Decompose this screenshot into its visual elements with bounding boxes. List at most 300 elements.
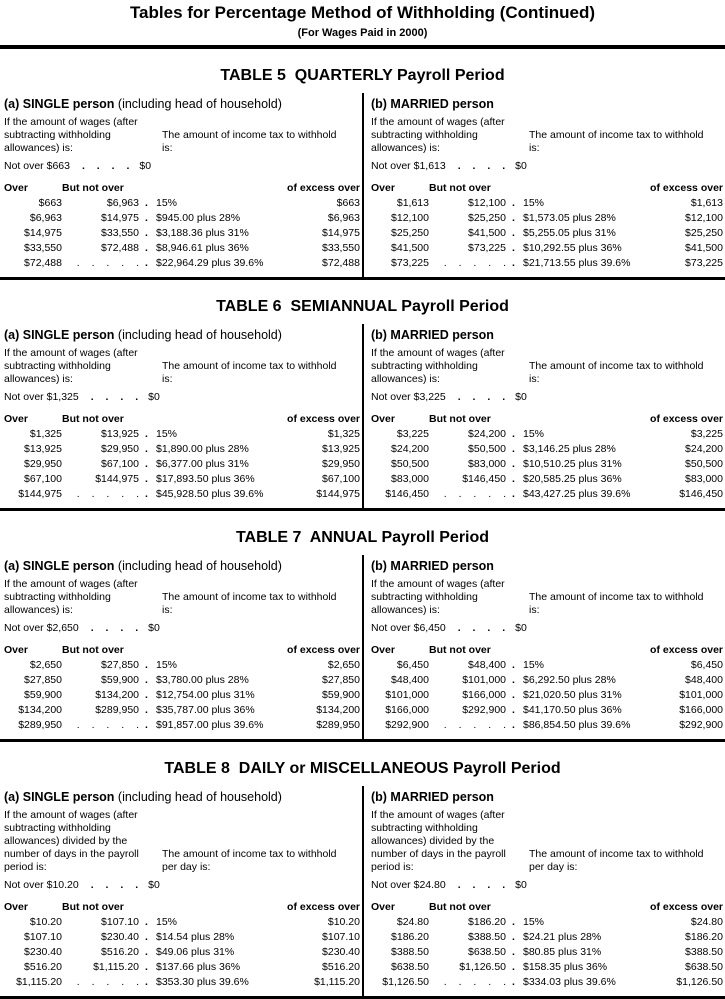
over-value: $6,963 [29, 212, 62, 224]
over-value: $59,900 [24, 689, 62, 701]
excess-over-value: $107.10 [322, 931, 360, 943]
tax-formula: $80.85 plus 31% [523, 946, 602, 958]
not-over-line [371, 622, 723, 634]
wages-condition-label: If the amount of wages (after subtracting withholding allowances) is: [371, 116, 505, 154]
panel-heading [4, 97, 360, 111]
not-over-value: $0 [148, 879, 160, 891]
over-value: $292,900 [385, 719, 429, 731]
over-value: $144,975 [18, 488, 62, 500]
but-not-over-value: $1,126.50 [459, 961, 506, 973]
excess-over-value: $638.50 [685, 961, 723, 973]
bracket-row [371, 975, 723, 990]
payroll-table [0, 67, 725, 280]
but-not-over-value: . . . . . [443, 488, 506, 500]
not-over-label: Not over $10.20 [4, 879, 79, 891]
excess-over-value: $83,000 [685, 473, 723, 485]
married-panel [362, 555, 725, 739]
excess-over-value: $27,850 [322, 674, 360, 686]
but-not-over-value: $29,950 [101, 443, 139, 455]
over-value: $663 [38, 197, 62, 209]
panel-heading [4, 559, 360, 573]
bracket-row [4, 196, 360, 211]
tax-formula: $6,292.50 plus 28% [523, 674, 616, 686]
condition-labels [4, 809, 360, 874]
dot-separator: . [145, 473, 148, 485]
excess-over-value: $663 [336, 197, 360, 209]
table-title: TABLE 8 DAILY or MISCELLANEOUS Payroll Period [164, 760, 561, 777]
dot-leader: . . . . [90, 391, 139, 403]
over-value: $25,250 [391, 227, 429, 239]
payroll-table [0, 298, 725, 511]
but-not-over-value: $12,100 [468, 197, 506, 209]
tax-formula: $3,780.00 plus 28% [156, 674, 249, 686]
but-not-over-value: $59,900 [101, 674, 139, 686]
dot-separator: . [145, 931, 148, 943]
filing-status-label: (b) MARRIED person [371, 790, 494, 804]
col-header-but-not-over: But not over [429, 901, 491, 913]
excess-over-value: $144,975 [316, 488, 360, 500]
excess-over-value: $134,200 [316, 704, 360, 716]
dot-separator: . [512, 719, 515, 731]
tax-formula: $945.00 plus 28% [156, 212, 241, 224]
excess-over-value: $41,500 [685, 242, 723, 254]
but-not-over-value: $25,250 [468, 212, 506, 224]
excess-over-value: $101,000 [679, 689, 723, 701]
but-not-over-value: $24,200 [468, 428, 506, 440]
but-not-over-value: $144,975 [95, 473, 139, 485]
over-value: $230.40 [24, 946, 62, 958]
col-header-of-excess-over: of excess over [650, 413, 723, 425]
tax-formula: $137.66 plus 36% [156, 961, 241, 973]
bracket-header-row [4, 411, 360, 427]
tax-formula: $17,893.50 plus 36% [156, 473, 255, 485]
table-title: TABLE 5 QUARTERLY Payroll Period [220, 67, 505, 84]
bracket-row [4, 658, 360, 673]
over-value: $10.20 [29, 916, 62, 928]
over-value: $13,925 [24, 443, 62, 455]
filing-status-label: (a) SINGLE person [4, 328, 115, 342]
table-panels [0, 324, 725, 511]
over-value: $3,225 [396, 428, 429, 440]
tax-formula: $41,170.50 plus 36% [523, 704, 622, 716]
tax-formula: $8,946.61 plus 36% [156, 242, 249, 254]
not-over-label: Not over $24.80 [371, 879, 446, 891]
over-value: $1,613 [396, 197, 429, 209]
tax-result-label: The amount of income tax to withhold is: [529, 591, 704, 616]
bracket-row [371, 487, 723, 502]
bracket-header-row [4, 642, 360, 658]
over-value: $107.10 [24, 931, 62, 943]
excess-over-value: $67,100 [322, 473, 360, 485]
but-not-over-value: . . . . . [76, 488, 139, 500]
excess-over-value: $146,450 [679, 488, 723, 500]
dot-separator: . [512, 227, 515, 239]
excess-over-value: $25,250 [685, 227, 723, 239]
over-value: $638.50 [391, 961, 429, 973]
bracket-row [371, 241, 723, 256]
title-divider [0, 45, 725, 49]
page-title: Tables for Percentage Method of Withholding (Continued) [129, 3, 596, 22]
col-header-but-not-over: But not over [429, 413, 491, 425]
wages-condition-label: If the amount of wages (after subtracting withholding allowances) is: [4, 578, 138, 616]
dot-separator: . [145, 428, 148, 440]
col-header-but-not-over: But not over [429, 644, 491, 656]
excess-over-value: $13,925 [322, 443, 360, 455]
tax-formula: $1,890.00 plus 28% [156, 443, 249, 455]
table-panels [0, 555, 725, 742]
excess-over-value: $72,488 [322, 257, 360, 269]
excess-over-value: $2,650 [327, 659, 360, 671]
but-not-over-value: $186.20 [468, 916, 506, 928]
but-not-over-value: $48,400 [468, 659, 506, 671]
condition-labels [4, 578, 360, 617]
panel-heading [4, 790, 360, 804]
but-not-over-value: $107.10 [101, 916, 139, 928]
but-not-over-value: $134,200 [95, 689, 139, 701]
col-header-of-excess-over: of excess over [650, 644, 723, 656]
dot-separator: . [512, 197, 515, 209]
excess-over-value: $1,115.20 [314, 976, 360, 988]
tax-formula: $14.54 plus 28% [156, 931, 235, 943]
dot-leader: . . . . [90, 879, 139, 891]
but-not-over-value: $6,963 [106, 197, 139, 209]
tax-result-label: The amount of income tax to withhold is: [162, 129, 337, 154]
bracket-row [371, 472, 723, 487]
not-over-line [4, 391, 360, 403]
bracket-row [4, 673, 360, 688]
bracket-row [371, 442, 723, 457]
bracket-row [371, 211, 723, 226]
dot-separator: . [145, 946, 148, 958]
tax-formula: $3,146.25 plus 28% [523, 443, 616, 455]
col-header-but-not-over: But not over [62, 182, 124, 194]
dot-separator: . [145, 719, 148, 731]
over-value: $50,500 [391, 458, 429, 470]
tax-formula: $353.30 plus 39.6% [156, 976, 249, 988]
but-not-over-value: $146,450 [462, 473, 506, 485]
dot-separator: . [145, 704, 148, 716]
dot-separator: . [512, 473, 515, 485]
bracket-row [4, 703, 360, 718]
col-header-of-excess-over: of excess over [287, 644, 360, 656]
over-value: $33,550 [24, 242, 62, 254]
not-over-value: $0 [515, 622, 527, 634]
dot-separator: . [145, 976, 148, 988]
tax-formula: $91,857.00 plus 39.6% [156, 719, 264, 731]
bracket-row [4, 915, 360, 930]
filing-status-label: (a) SINGLE person [4, 559, 115, 573]
withholding-tables [0, 67, 725, 999]
but-not-over-value: . . . . . [443, 976, 506, 988]
tax-formula: $20,585.25 plus 36% [523, 473, 622, 485]
but-not-over-value: $33,550 [101, 227, 139, 239]
excess-over-value: $59,900 [322, 689, 360, 701]
bracket-row [371, 256, 723, 271]
condition-labels [371, 116, 723, 155]
single-panel [0, 93, 362, 277]
tax-formula: 15% [156, 916, 178, 928]
condition-labels [4, 116, 360, 155]
bracket-row [371, 427, 723, 442]
condition-labels [371, 578, 723, 617]
filing-status-note: (including head of household) [114, 328, 282, 342]
tax-formula: $21,713.55 plus 39.6% [523, 257, 631, 269]
but-not-over-value: $516.20 [101, 946, 139, 958]
but-not-over-value: . . . . . [76, 976, 139, 988]
tax-formula: 15% [156, 428, 178, 440]
tax-result-label: The amount of income tax to withhold is: [529, 129, 704, 154]
dot-separator: . [145, 458, 148, 470]
dot-separator: . [512, 916, 515, 928]
excess-over-value: $6,963 [327, 212, 360, 224]
bracket-row [371, 930, 723, 945]
filing-status-label: (a) SINGLE person [4, 790, 115, 804]
excess-over-value: $24,200 [685, 443, 723, 455]
tax-result-label: The amount of income tax to withhold per day is: [162, 848, 337, 873]
over-value: $27,850 [24, 674, 62, 686]
tax-formula: $5,255.05 plus 31% [523, 227, 616, 239]
married-panel [362, 324, 725, 508]
but-not-over-value: $230.40 [101, 931, 139, 943]
not-over-label: Not over $2,650 [4, 622, 79, 634]
col-header-of-excess-over: of excess over [287, 901, 360, 913]
bracket-row [4, 975, 360, 990]
over-value: $83,000 [391, 473, 429, 485]
but-not-over-value: $14,975 [101, 212, 139, 224]
bracket-row [4, 457, 360, 472]
col-header-over: Over [371, 413, 395, 425]
dot-separator: . [145, 443, 148, 455]
panel-heading [371, 790, 723, 804]
col-header-of-excess-over: of excess over [650, 182, 723, 194]
excess-over-value: $33,550 [322, 242, 360, 254]
dot-separator: . [145, 961, 148, 973]
not-over-value: $0 [139, 160, 152, 172]
tax-result-label: The amount of income tax to withhold per day is: [529, 848, 704, 873]
bracket-row [4, 241, 360, 256]
bracket-row [4, 718, 360, 733]
over-value: $24.80 [396, 916, 429, 928]
wages-condition-label: If the amount of wages (after subtracting withholding allowances) divided by the number of days in the payroll period is: [4, 809, 139, 873]
dot-leader: . . . . [90, 622, 139, 634]
tax-formula: $10,292.55 plus 36% [523, 242, 622, 254]
tax-formula: $21,020.50 plus 31% [523, 689, 622, 701]
but-not-over-value: $388.50 [468, 931, 506, 943]
bracket-row [371, 960, 723, 975]
bracket-header-row [371, 899, 723, 915]
tax-formula: $86,854.50 plus 39.6% [523, 719, 631, 731]
dot-separator: . [512, 659, 515, 671]
excess-over-value: $292,900 [679, 719, 723, 731]
col-header-of-excess-over: of excess over [287, 413, 360, 425]
bracket-row [4, 442, 360, 457]
panel-heading [371, 97, 723, 111]
not-over-line [4, 160, 360, 172]
col-header-of-excess-over: of excess over [287, 182, 360, 194]
but-not-over-value: $166,000 [462, 689, 506, 701]
dot-separator: . [512, 931, 515, 943]
not-over-label: Not over $1,613 [371, 160, 446, 172]
excess-over-value: $166,000 [679, 704, 723, 716]
tax-formula: $22,964.29 plus 39.6% [156, 257, 264, 269]
not-over-label: Not over $6,450 [371, 622, 446, 634]
bracket-row [4, 256, 360, 271]
over-value: $24,200 [391, 443, 429, 455]
over-value: $14,975 [24, 227, 62, 239]
dot-separator: . [512, 946, 515, 958]
not-over-line [371, 391, 723, 403]
excess-over-value: $388.50 [685, 946, 723, 958]
dot-separator: . [145, 916, 148, 928]
but-not-over-value: $292,900 [462, 704, 506, 716]
panel-heading [4, 328, 360, 342]
tax-formula: $3,188.36 plus 31% [156, 227, 249, 239]
dot-leader: . . . . [457, 160, 506, 172]
col-header-over: Over [371, 901, 395, 913]
but-not-over-value: $72,488 [101, 242, 139, 254]
wages-condition-label: If the amount of wages (after subtracting withholding allowances) is: [4, 347, 138, 385]
excess-over-value: $48,400 [685, 674, 723, 686]
but-not-over-value: $50,500 [468, 443, 506, 455]
condition-labels [371, 809, 723, 874]
excess-over-value: $12,100 [685, 212, 723, 224]
col-header-over: Over [4, 182, 28, 194]
dot-separator: . [512, 242, 515, 254]
payroll-table [0, 529, 725, 742]
bracket-row [4, 472, 360, 487]
bracket-row [4, 211, 360, 226]
not-over-label: Not over $3,225 [371, 391, 446, 403]
single-panel [0, 786, 362, 996]
table-panels [0, 786, 725, 999]
dot-leader: . . . . [457, 391, 506, 403]
excess-over-value: $14,975 [322, 227, 360, 239]
dot-separator: . [512, 488, 515, 500]
filing-status-label: (b) MARRIED person [371, 97, 494, 111]
over-value: $2,650 [29, 659, 62, 671]
but-not-over-value: . . . . . [443, 257, 506, 269]
bracket-row [4, 945, 360, 960]
filing-status-label: (b) MARRIED person [371, 328, 494, 342]
not-over-value: $0 [515, 391, 527, 403]
bracket-row [371, 718, 723, 733]
but-not-over-value: . . . . . [76, 257, 139, 269]
excess-over-value: $50,500 [685, 458, 723, 470]
panel-heading [371, 328, 723, 342]
col-header-over: Over [371, 182, 395, 194]
bracket-row [371, 226, 723, 241]
bracket-header-row [371, 411, 723, 427]
col-header-but-not-over: But not over [62, 644, 124, 656]
but-not-over-value: $638.50 [468, 946, 506, 958]
dot-leader: . . . . [457, 622, 506, 634]
dot-separator: . [512, 458, 515, 470]
over-value: $48,400 [391, 674, 429, 686]
but-not-over-value: $73,225 [468, 242, 506, 254]
tax-formula: $49.06 plus 31% [156, 946, 235, 958]
not-over-line [4, 879, 360, 891]
wages-condition-label: If the amount of wages (after subtracting withholding allowances) is: [371, 347, 505, 385]
filing-status-label: (a) SINGLE person [4, 97, 115, 111]
dot-separator: . [512, 212, 515, 224]
dot-separator: . [145, 674, 148, 686]
but-not-over-value: $67,100 [101, 458, 139, 470]
table-title: TABLE 7 ANNUAL Payroll Period [235, 529, 490, 546]
not-over-line [371, 879, 723, 891]
page-header [0, 3, 725, 49]
married-panel [362, 786, 725, 996]
bracket-row [4, 930, 360, 945]
payroll-table [0, 760, 725, 999]
dot-leader: . . . . [81, 160, 130, 172]
dot-separator: . [145, 242, 148, 254]
dot-separator: . [145, 197, 148, 209]
wages-condition-label: If the amount of wages (after subtracting withholding allowances) divided by the number of days in the payroll period is: [371, 809, 506, 873]
tax-formula: 15% [523, 916, 545, 928]
excess-over-value: $1,613 [690, 197, 723, 209]
col-header-over: Over [371, 644, 395, 656]
excess-over-value: $186.20 [685, 931, 723, 943]
tax-formula: 15% [156, 659, 178, 671]
dot-separator: . [145, 488, 148, 500]
excess-over-value: $6,450 [690, 659, 723, 671]
tax-formula: $1,573.05 plus 28% [523, 212, 616, 224]
panel-heading [371, 559, 723, 573]
col-header-of-excess-over: of excess over [650, 901, 723, 913]
but-not-over-value: $101,000 [462, 674, 506, 686]
dot-separator: . [512, 428, 515, 440]
not-over-value: $0 [515, 879, 527, 891]
filing-status-label: (b) MARRIED person [371, 559, 494, 573]
col-header-but-not-over: But not over [429, 182, 491, 194]
wages-condition-label: If the amount of wages (after subtracting withholding allowances) is: [371, 578, 505, 616]
single-panel [0, 555, 362, 739]
table-panels [0, 93, 725, 280]
excess-over-value: $73,225 [685, 257, 723, 269]
bracket-row [371, 658, 723, 673]
filing-status-note: (including head of household) [114, 97, 282, 111]
single-panel [0, 324, 362, 508]
bracket-row [371, 945, 723, 960]
tax-formula: 15% [523, 197, 545, 209]
tax-formula: $35,787.00 plus 36% [156, 704, 255, 716]
col-header-but-not-over: But not over [62, 901, 124, 913]
filing-status-note: (including head of household) [114, 790, 282, 804]
bracket-row [371, 915, 723, 930]
dot-separator: . [512, 674, 515, 686]
but-not-over-value: $1,115.20 [93, 961, 139, 973]
filing-status-note: (including head of household) [114, 559, 282, 573]
bracket-row [4, 427, 360, 442]
over-value: $12,100 [391, 212, 429, 224]
bracket-row [371, 688, 723, 703]
bracket-header-row [4, 899, 360, 915]
dot-separator: . [145, 659, 148, 671]
col-header-over: Over [4, 413, 28, 425]
excess-over-value: $289,950 [316, 719, 360, 731]
col-header-but-not-over: But not over [62, 413, 124, 425]
page-subtitle: (For Wages Paid in 2000) [297, 27, 428, 39]
table-title: TABLE 6 SEMIANNUAL Payroll Period [216, 298, 509, 315]
bracket-row [4, 226, 360, 241]
but-not-over-value: $41,500 [468, 227, 506, 239]
tax-formula: $24.21 plus 28% [523, 931, 602, 943]
not-over-line [371, 160, 723, 172]
bracket-header-row [371, 180, 723, 196]
not-over-line [4, 622, 360, 634]
bracket-header-row [4, 180, 360, 196]
tax-formula: 15% [523, 659, 545, 671]
